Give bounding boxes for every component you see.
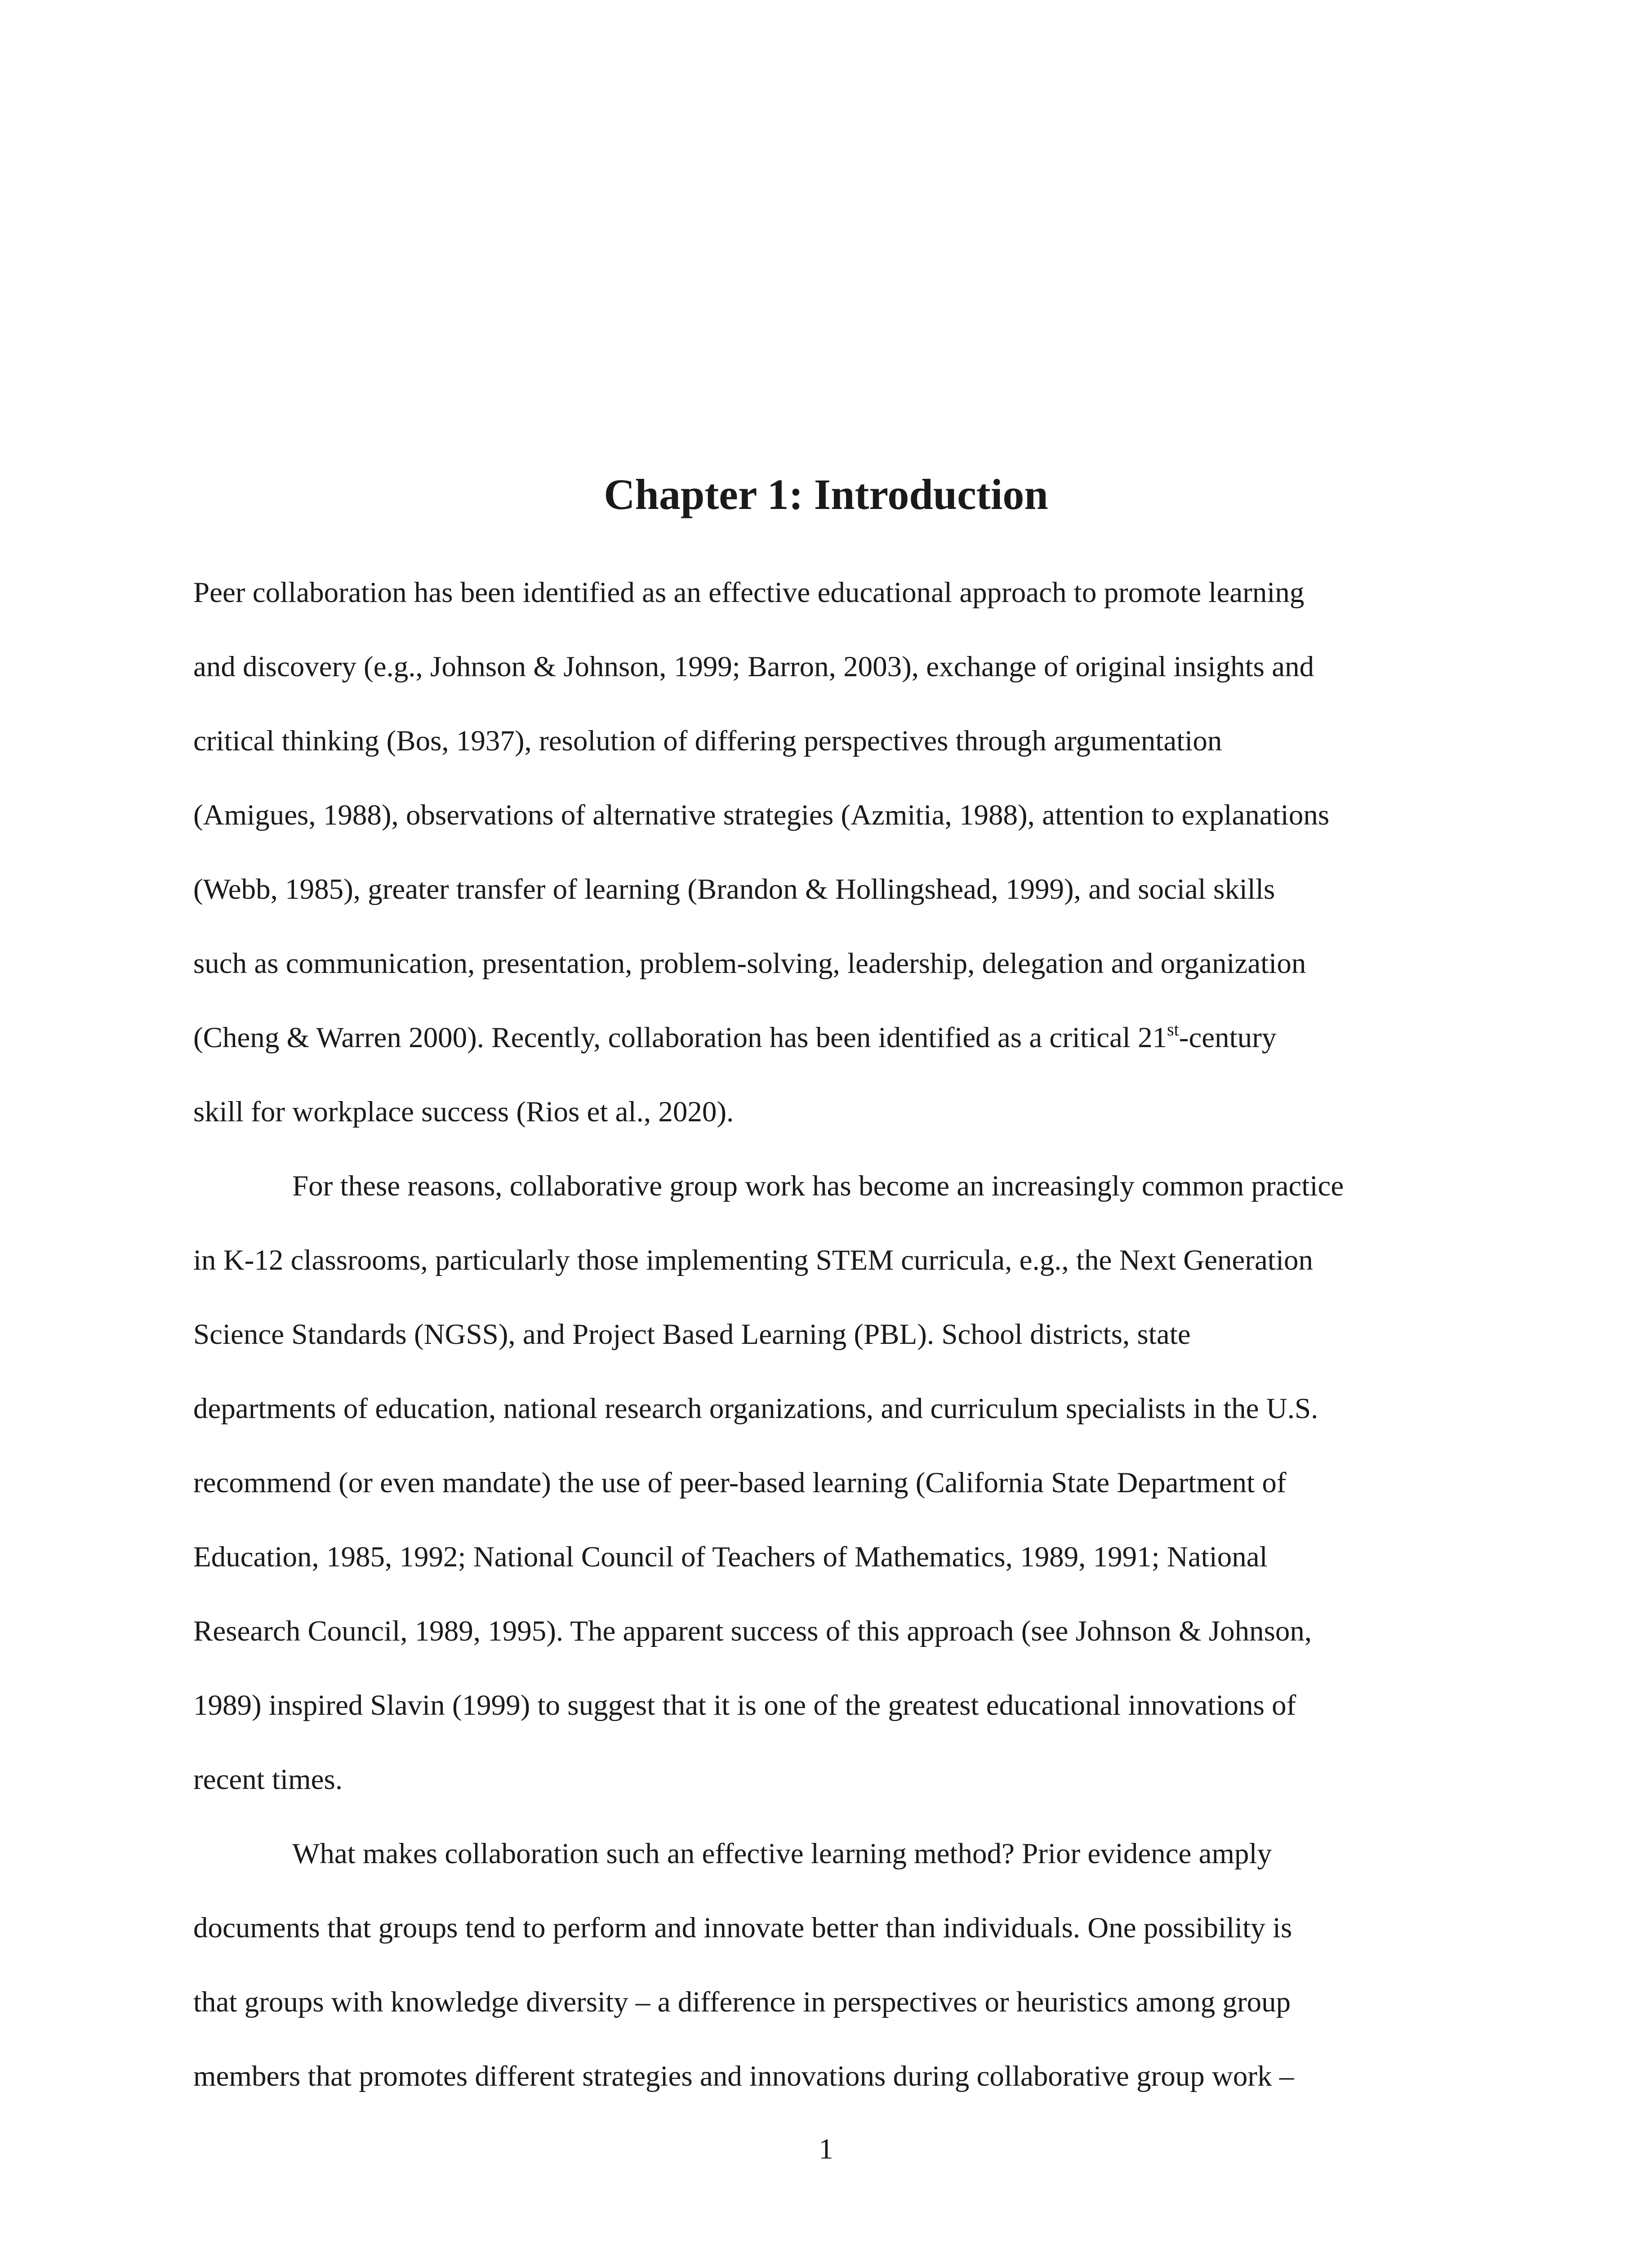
text-line: that groups with knowledge diversity – a difference in perspectives or heuristics among group [193, 1986, 1291, 2018]
text-line: Education, 1985, 1992; National Council of Teachers of Mathematics, 1989, 1991; National [193, 1541, 1268, 1573]
text-line: 1989) inspired Slavin (1999) to suggest that it is one of the greatest educational innovations of [193, 1689, 1296, 1722]
text-line: Science Standards (NGSS), and Project Based Learning (PBL). School districts, state [193, 1318, 1191, 1351]
text-line: What makes collaboration such an effective learning method? Prior evidence amply [292, 1838, 1272, 1870]
text-line: such as communication, presentation, problem-solving, leadership, delegation and organization [193, 947, 1306, 980]
text-line: documents that groups tend to perform and innovate better than individuals. One possibility is [193, 1912, 1292, 1944]
text-line: critical thinking (Bos, 1937), resolution of differing perspectives through argumentation [193, 725, 1222, 757]
chapter-title: Chapter 1: Introduction [604, 470, 1048, 518]
text-line: skill for workplace success (Rios et al., 2020). [193, 1096, 734, 1128]
text-line: Peer collaboration has been identified as an effective educational approach to promote learning [193, 576, 1305, 609]
text-line: recent times. [193, 1763, 343, 1796]
body-text [193, 556, 1461, 2114]
page-number: 1 [819, 2133, 833, 2165]
text-line: and discovery (e.g., Johnson & Johnson, 1999; Barron, 2003), exchange of original insights and [193, 651, 1314, 683]
text-line: For these reasons, collaborative group work has become an increasingly common practice [292, 1170, 1344, 1202]
text-line: in K-12 classrooms, particularly those implementing STEM curricula, e.g., the Next Generation [193, 1244, 1314, 1276]
text-line: (Webb, 1985), greater transfer of learning (Brandon & Hollingshead, 1999), and social skills [193, 873, 1275, 905]
text-line [193, 1001, 1461, 1075]
text-segment: (Cheng & Warren 2000). Recently, collaboration has been identified as a critical 21 [193, 1021, 1167, 1054]
text-line: (Amigues, 1988), observations of alternative strategies (Azmitia, 1988), attention to explanations [193, 799, 1330, 831]
text-segment: -century [1179, 1021, 1277, 1054]
text-line: members that promotes different strategies and innovations during collaborative group work – [193, 2060, 1294, 2092]
text-line: departments of education, national research organizations, and curriculum specialists in the U.S. [193, 1392, 1318, 1425]
text-line: Research Council, 1989, 1995). The apparent success of this approach (see Johnson & Johnson, [193, 1615, 1312, 1647]
superscript-ordinal: st [1167, 1019, 1179, 1039]
text-line: recommend (or even mandate) the use of peer-based learning (California State Department of [193, 1467, 1287, 1499]
